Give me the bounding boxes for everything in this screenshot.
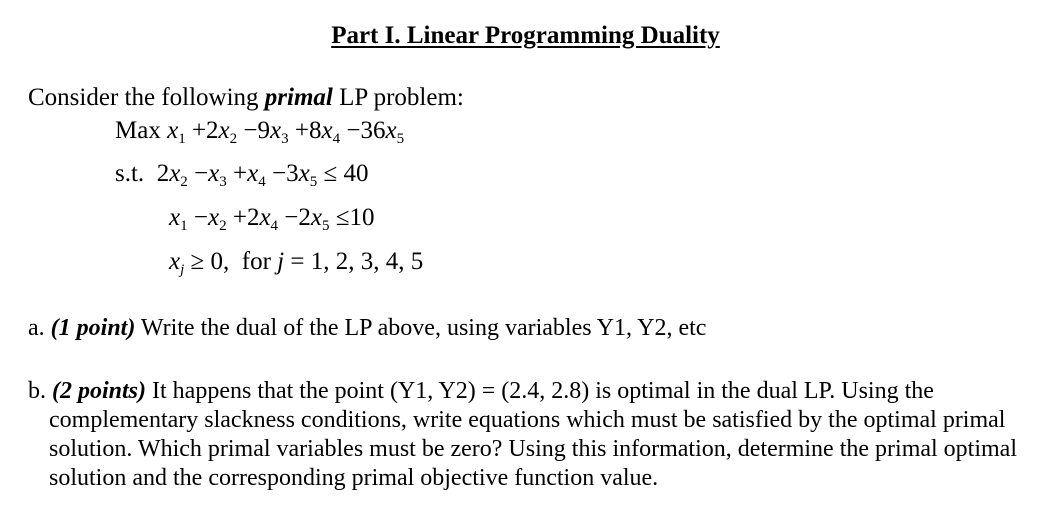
question-b-line1: It happens that the point (Y1, Y2) = (2.4, 2.8) is optimal in the dual LP. Using the: [146, 378, 934, 404]
constraint-2-relation: ≤: [335, 204, 350, 231]
intro-text: [28, 84, 464, 112]
objective-term-subscript: 4: [332, 131, 341, 147]
constraint-1-rhs: 40: [343, 160, 369, 187]
constraint-2-term-sign: −: [187, 204, 208, 231]
objective-term-coefficient: 36: [360, 117, 386, 144]
intro-suffix: LP problem:: [332, 84, 464, 111]
intro-prefix: Consider the following: [28, 84, 265, 111]
constraint-1-expression: [156, 160, 318, 190]
question-a-text: Write the dual of the LP above, using variables Y1, Y2, etc: [135, 315, 707, 341]
constraint-2-term-variable: x: [259, 204, 271, 231]
nonneg-relation: ≥: [190, 248, 205, 275]
objective-term-coefficient: 8: [308, 117, 322, 144]
question-b-continuation: complementary slackness conditions, write equations which must be satisfied by the optimal primal solution. Which primal variables must be zero? Using this information, determine the primal optimal solution and the corresponding primal objective function value.: [49, 407, 1018, 491]
objective-term-sign: +: [185, 117, 207, 144]
objective-term-variable: x: [321, 117, 333, 144]
objective-line: [115, 117, 404, 145]
constraint-2-term-sign: +: [226, 204, 247, 231]
constraint-1-term-subscript: 3: [219, 174, 227, 190]
constraint-2-term-coefficient: 2: [246, 204, 260, 231]
constraint-2-term-subscript: 1: [180, 218, 188, 234]
nonneg-for: for: [241, 248, 271, 275]
objective-term-coefficient: 2: [206, 117, 219, 144]
page-title: Part I. Linear Programming Duality: [331, 22, 720, 49]
nonneg-index: j: [277, 248, 285, 275]
constraint-1-relation: ≤: [323, 160, 338, 187]
objective-term-variable: x: [385, 117, 397, 144]
constraint-keyword: s.t.: [115, 160, 145, 187]
constraint-2-term-variable: x: [207, 204, 220, 231]
objective-expression: [167, 117, 405, 147]
objective-term-sign: −: [340, 117, 361, 144]
question-a-prefix: a.: [28, 315, 51, 341]
question-b-first-line: [28, 377, 1023, 406]
question-b-prefix: b.: [28, 378, 52, 404]
objective-term-subscript: 1: [178, 131, 186, 147]
constraint-2-term-sign: −: [278, 204, 299, 231]
constraint-1-term-coefficient: 3: [286, 160, 299, 187]
constraint-2-term-subscript: 2: [219, 218, 227, 234]
constraint-1-term-variable: x: [247, 160, 259, 187]
constraint-1-term-coefficient: 2: [156, 160, 170, 187]
nonneg-var: x: [169, 248, 181, 275]
constraint-1-term-sign: −: [187, 160, 209, 187]
constraint-1-term-sign: −: [265, 160, 287, 187]
objective-term-coefficient: 9: [257, 117, 271, 144]
question-b: [28, 377, 1023, 493]
objective-term-subscript: 5: [396, 131, 405, 147]
objective-term-subscript: 2: [229, 131, 238, 147]
question-a: [28, 315, 706, 342]
objective-term-sign: +: [288, 117, 309, 144]
constraint-1-term-variable: x: [208, 160, 220, 187]
constraint-2-term-subscript: 4: [270, 218, 279, 234]
constraint-2-term-variable: x: [310, 204, 323, 231]
objective-term-variable: x: [167, 117, 179, 144]
objective-term-variable: x: [270, 117, 282, 144]
objective-term-variable: x: [218, 117, 230, 144]
constraint-1-term-variable: x: [169, 160, 181, 187]
constraint-2-expression: [169, 204, 330, 234]
constraint-2-line: [169, 204, 375, 232]
nonnegativity-line: [169, 248, 423, 276]
constraint-2-term-coefficient: 2: [298, 204, 311, 231]
question-a-points: (1 point): [50, 315, 136, 341]
objective-keyword: Max: [115, 117, 161, 144]
constraint-1-term-sign: +: [226, 160, 248, 187]
nonneg-equals: =: [290, 248, 305, 275]
objective-term-subscript: 3: [281, 131, 289, 147]
constraint-1-term-subscript: 2: [180, 174, 188, 190]
constraint-1-term-variable: x: [298, 160, 310, 187]
question-b-points: (2 points): [52, 378, 147, 404]
constraint-2-term-subscript: 5: [322, 218, 330, 234]
nonneg-values: 1, 2, 3, 4, 5: [310, 248, 424, 275]
intro-emphasis: primal: [264, 84, 333, 111]
constraint-1-line: [115, 160, 368, 188]
constraint-2-term-variable: x: [169, 204, 181, 231]
objective-term-sign: −: [237, 117, 258, 144]
constraint-1-term-subscript: 4: [258, 174, 266, 190]
constraint-2-rhs: 10: [349, 204, 375, 231]
nonneg-rhs: 0,: [210, 248, 230, 275]
constraint-1-term-subscript: 5: [309, 174, 318, 190]
nonneg-sub: j: [180, 262, 185, 278]
